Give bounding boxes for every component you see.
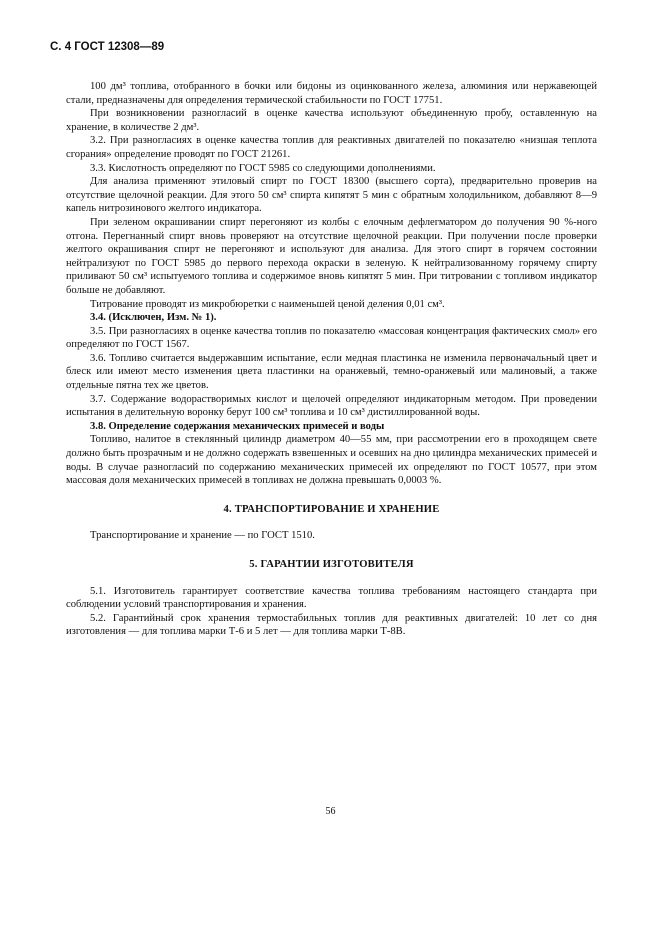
page-header: С. 4 ГОСТ 12308—89	[50, 41, 165, 53]
paragraph: 3.2. При разногласиях в оценке качества топлив для реактивных двигателей по показателю «низшая теплота сгорания» определение проводят по ГОСТ 21261.	[66, 135, 597, 160]
document-body	[66, 80, 597, 639]
section-title-guarantee: 5. ГАРАНТИИ ИЗГОТОВИТЕЛЯ	[249, 559, 414, 570]
paragraph: Для анализа применяют этиловый спирт по ГОСТ 18300 (высшего сорта), предварительно проверив на отсутствие щелочной реакции. Для этого 50 см³ спирта кипятят 5 мин с обратным холодильником, добавляют 8—9 капель нитрозинового желтого индикатора.	[66, 176, 597, 215]
paragraph: При зеленом окрашивании спирт перегоняют из колбы с елочным дефлегматором до получения 90 %-ного отгона. Перегнанный спирт вновь проверяют на отсутствие щелочной реакции. При получении после проверки желтого окрашивания спирт не перегоняют и используют для анализа. Для этого спирт в горячем состоянии нейтрализуют по ГОСТ 5985 до первого перехода окраски в зеленую. К нейтрализованному горячему спирту приливают 50 см³ испытуемого топлива и содержимое вновь кипятят 5 мин. При титровании с топливом индикатор больше не добавляют.	[66, 216, 597, 296]
paragraph: Транспортирование и хранение — по ГОСТ 1510.	[90, 530, 315, 542]
paragraph: При возникновении разногласий в оценке качества используют объединенную пробу, оставленную на хранение, в количестве 2 дм³.	[66, 108, 597, 133]
paragraph: 3.3. Кислотность определяют по ГОСТ 5985 со следующими дополнениями.	[90, 162, 436, 174]
paragraph-excluded: 3.4. (Исключен, Изм. № 1).	[90, 312, 217, 324]
paragraph: 5.1. Изготовитель гарантирует соответствие качества топлива требованиям настоящего стандарта при соблюдении условий транспортирования и хранения.	[66, 585, 597, 611]
paragraph: 3.5. При разногласиях в оценке качества топлив по показателю «массовая концентрация фактических смол» его определяют по ГОСТ 1567.	[66, 325, 597, 351]
paragraph: 100 дм³ топлива, отобранного в бочки или бидоны из оцинкованного железа, алюминия или нержавеющей стали, предназначены для определения термической стабильности по ГОСТ 17751.	[66, 81, 597, 106]
paragraph: 3.6. Топливо считается выдержавшим испытание, если медная пластинка не изменила первоначальный цвет и блеск или имеют место изменения цвета пластинки на оранжевый, темно-оранжевый или малиновый, а также отдельные пятна тех же цветов.	[66, 352, 597, 392]
paragraph: 3.7. Содержание водорастворимых кислот и щелочей определяют индикаторным методом. При проведении испытания в делительную воронку берут 100 см³ топлива и 10 см³ дистиллированной воды.	[66, 393, 597, 419]
subsection-heading: 3.8. Определение содержания механических примесей и воды	[90, 420, 385, 432]
page-number: 56	[325, 806, 336, 817]
paragraph: Титрование проводят из микробюретки с наименьшей ценой деления 0,01 см³.	[90, 298, 445, 310]
section-title-transport: 4. ТРАНСПОРТИРОВАНИЕ И ХРАНЕНИЕ	[223, 503, 440, 515]
paragraph: Топливо, налитое в стеклянный цилиндр диаметром 40—55 мм, при рассмотрении его в проходящем свете должно быть прозрачным и не должно содержать взвешенных и осевших на дно цилиндра механических примесей и воды. В случае разногласий по содержанию механических примесей их определяют по ГОСТ 10577, при этом массовая доля механических примесей в топливах не должна превышать 0,0003 %.	[66, 434, 597, 487]
paragraph: 5.2. Гарантийный срок хранения термостабильных топлив для реактивных двигателей: 10 лет со дня изготовления — для топлива марки Т-6 и 5 лет — для топлива марки Т-8В.	[66, 612, 597, 638]
